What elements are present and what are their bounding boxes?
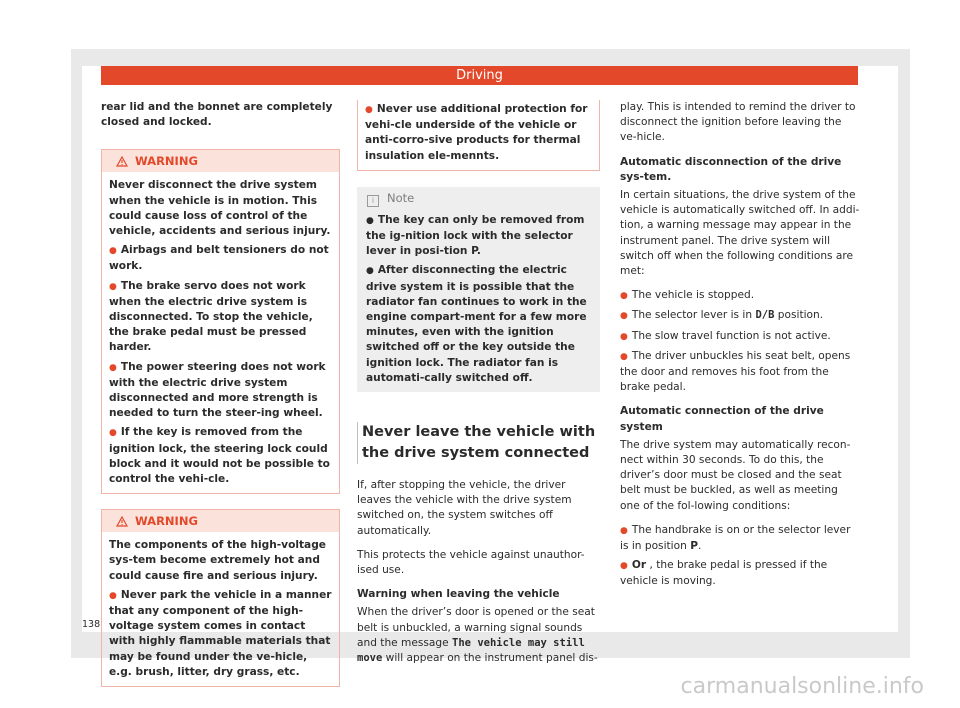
- bullet-icon: ●: [365, 105, 373, 115]
- display-message: The vehicle may still move: [357, 636, 585, 665]
- list-item: ● The vehicle is stopped.: [620, 289, 755, 302]
- column-1: [101, 100, 340, 699]
- warning-icon: [116, 156, 128, 167]
- section-title: Never leave the vehicle with the drive system connected: [357, 422, 600, 464]
- bullet-icon: ●: [620, 331, 628, 342]
- list-item: ● The power steering does not work with the electric drive system disconnected and more strength is needed to turn the steer-ing wheel.: [109, 360, 326, 420]
- paragraph: In certain situations, the drive system of the vehicle is automatically switched off. In addi-tion, a warning message may appear in the instrument panel. The drive system will switch off when the following conditions are met:: [620, 189, 860, 278]
- bullet-icon: ●: [109, 246, 117, 257]
- list-item: ● The selector lever is in D/B position.: [620, 309, 824, 322]
- warning-lead: Never disconnect the drive system when the vehicle is in motion. This could cause loss of control of the vehicle, accidents and serious injury.: [109, 179, 331, 238]
- list-item: ● The brake servo does not work when the electric drive system is disconnected. To stop the vehicle, the brake pedal must be pressed harder.: [109, 279, 313, 354]
- list-item: ● The handbrake is on or the selector lever is in position P.: [620, 523, 851, 553]
- warning-box-body: [102, 532, 339, 686]
- subheading: Warning when leaving the vehicle: [357, 588, 560, 601]
- bullet-icon: ●: [109, 362, 117, 373]
- note-title: Note: [387, 190, 415, 205]
- paragraph: play. This is intended to remind the driver to disconnect the ignition before leaving the ve-hicle.: [620, 101, 856, 144]
- paragraph: This protects the vehicle against unauthor-ised use.: [357, 548, 585, 577]
- bullet-icon: ●: [620, 311, 628, 322]
- list-item: ● Or , the brake pedal is pressed if the vehicle is moving.: [620, 559, 828, 588]
- list-item: ● If the key is removed from the ignition lock, the steering lock could block and it would not be possible to control the vehi-cle.: [109, 426, 330, 486]
- warning-title: WARNING: [135, 154, 198, 169]
- bullet-icon: ●: [109, 281, 117, 292]
- bullet-icon: ●: [620, 525, 628, 536]
- list-item: ● The key can only be removed from the ig-nition lock with the selector lever in posi-tion P.: [366, 213, 585, 258]
- bullet-icon: ●: [620, 291, 628, 302]
- watermark: carmanualsonline.info: [680, 674, 924, 699]
- column-3: [620, 100, 860, 599]
- paragraph: If, after stopping the vehicle, the driver leaves the vehicle with the drive system switched on, the system switches off automatically.: [357, 479, 572, 537]
- subheading: Automatic disconnection of the drive sys-tem.: [620, 155, 842, 183]
- bullet-icon: ●: [620, 561, 628, 572]
- bullet-icon: ●: [109, 590, 117, 601]
- page-number: 138: [82, 619, 101, 630]
- bullet-icon: ●: [109, 428, 117, 439]
- list-item: ● Never use additional protection for vehi-cle underside of the vehicle or anti-corro-sive products for thermal insulation ele-mennts.: [365, 103, 588, 162]
- warning-box-continued: [357, 100, 600, 171]
- list-item: ● Never park the vehicle in a manner that any component of the high-voltage system comes in contact with highly flammable materials that may be found under the ve-hicle, e.g. brush, litter, dry grass, etc.: [109, 588, 332, 678]
- bullet-icon: ●: [366, 215, 374, 226]
- bullet-icon: ●: [366, 266, 374, 277]
- list-item: ● After disconnecting the electric drive system it is possible that the radiator fan continues to work in the engine compart-ment for a few more minutes, even with the ignition switched off or the key outside the ignition lock. The radiator fan is automati-cally switched off.: [366, 264, 587, 384]
- page-header: Driving: [101, 66, 858, 85]
- subheading: Automatic connection of the drive system: [620, 405, 824, 433]
- list-item: ● Airbags and belt tensioners do not work.: [109, 244, 329, 273]
- note-box: [357, 187, 600, 392]
- warning-lead: The components of the high-voltage sys-tem become extremely hot and could cause fire and serious injury.: [109, 539, 326, 582]
- warning-icon: [116, 516, 128, 527]
- column-2: [357, 100, 600, 675]
- warning-box-1: [101, 149, 340, 494]
- list-item: ● The driver unbuckles his seat belt, opens the door and removes his foot from the brake pedal.: [620, 349, 851, 394]
- bullet-icon: ●: [620, 351, 628, 362]
- warning-box-header: [102, 510, 339, 532]
- warning-box-body: [102, 172, 339, 493]
- note-body: [357, 209, 600, 392]
- list-item: ● The slow travel function is not active.: [620, 329, 831, 342]
- warning-box-header: [102, 150, 339, 172]
- note-header: [357, 187, 600, 209]
- warning-title: WARNING: [135, 514, 198, 529]
- paragraph: When the driver’s door is opened or the seat belt is unbuckled, a warning signal sounds and the message The vehicle may still move will appear on the instrument panel dis-: [357, 606, 598, 665]
- warning-box-2: [101, 509, 340, 687]
- paragraph: The drive system may automatically recon-nect within 30 seconds. To do this, the driver’s door must be closed and the seat belt must be buckled, as well as meeting one of the fol-lowing conditions:: [620, 438, 851, 512]
- intro-text: rear lid and the bonnet are completely closed and locked.: [101, 101, 333, 129]
- warning-box-body: [358, 100, 599, 170]
- info-icon: i: [367, 195, 379, 207]
